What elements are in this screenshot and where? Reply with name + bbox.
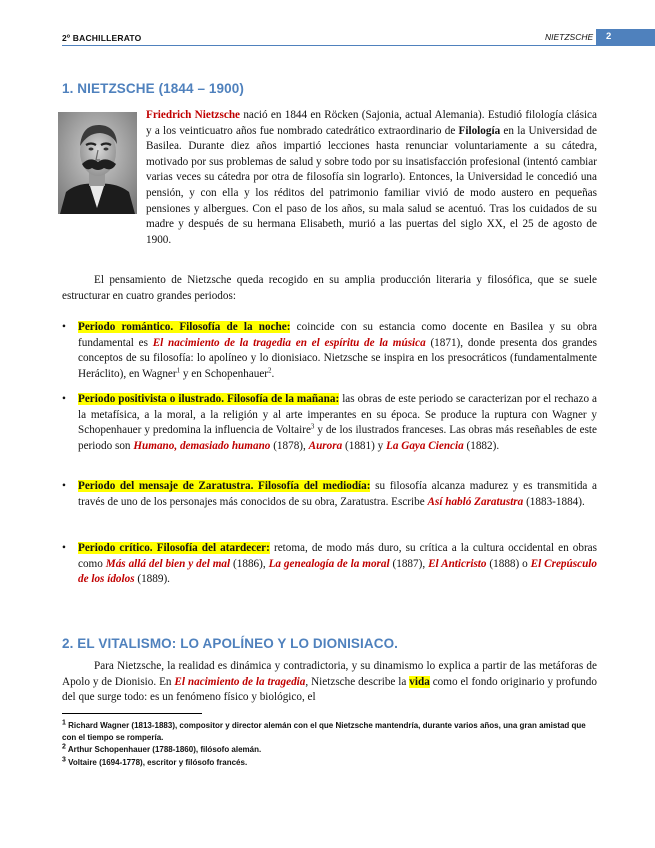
work-title: El Crepúsculo de los ídolos	[78, 557, 597, 586]
bullet-icon: •	[62, 393, 66, 405]
period-zarathustra: • Periodo del mensaje de Zaratustra. Filosofía del mediodía: su filosofía alcanza madurez y es transmitida a través de uno de los personajes más conocidos de su obra, Zaratustra. Escribe Así habló Zaratustra (1883-1884).	[62, 480, 597, 508]
work-title: El nacimiento de la tragedia	[174, 675, 306, 688]
period-romantic: • Periodo romántico. Filosofía de la noche: coincide con su estancia como docente en Basilea y su obra fundamental es El nacimiento de la tragedia en el espíritu de la música (1871), donde presenta dos grandes conceptos de su filosofía: lo apolíneo y lo dionisiaco. Nietzsche se inspira en los presocráticos (fundamentalmente Heráclito), en Wagner$^1$ y en Schopenhauer$^2$.	[62, 321, 597, 380]
work-title: La genealogía de la moral	[268, 557, 390, 570]
section-2-title: 2. EL VITALISMO: LO APOLÍNEO Y LO DIONISIACO.	[62, 636, 399, 651]
course-label: 2º BACHILLERATO	[62, 33, 142, 43]
bullet-icon: •	[62, 480, 66, 492]
section-1-title: 1. NIETZSCHE (1844 – 1900)	[62, 81, 244, 96]
vitalism-paragraph: Para Nietzsche, la realidad es dinámica y contradictoria, y su dinamismo lo explica a partir de las metáforas de Apolo y de Dionisio. En El nacimiento de la tragedia, Nietzsche describe la vida como el fondo originario y profundo del que surge todo: es un fenómeno físico y biológico, el	[62, 660, 597, 704]
work-title: Así habló Zaratustra	[427, 495, 524, 508]
filologia-term: Filología	[458, 124, 501, 137]
page-number: 2	[596, 29, 655, 45]
period-critical: • Periodo crítico. Filosofía del atardecer: retoma, de modo más duro, su crítica a la cultura occidental en obras como Más allá del bien y del mal (1886), La genealogía de la moral (1887), El Anticristo (1888) o El Crepúsculo de los ídolos (1889).	[62, 542, 598, 586]
work-title: Más allá del bien y del mal	[105, 557, 231, 570]
period-heading: Periodo del mensaje de Zaratustra. Filosofía del mediodía:	[78, 480, 371, 492]
work-title: Humano, demasiado humano	[133, 439, 271, 452]
work-title: La Gaya Ciencia	[386, 439, 464, 452]
footnote-ref: 3	[310, 422, 315, 431]
work-title: El Anticristo	[428, 557, 487, 570]
work-title: El nacimiento de la tragedia en el espíritu de la música	[152, 336, 426, 349]
period-positivist: • Periodo positivista o ilustrado. Filosofía de la mañana: las obras de este periodo se caracterizan por el rechazo a la metafísica, a la moral, a la religión y al arte imperantes en su época. Se produce la ruptura con Wagner y Schopenhauer y predomina la influencia de Voltaire$^3$ y de los ilustrados franceses. Las obras más reseñables de este periodo son Humano, demasiado humano (1878), Aurora (1881) y La Gaya Ciencia (1882).	[62, 393, 598, 452]
bullet-icon: •	[62, 542, 66, 554]
footnote-2: $^2$ Arthur Schopenhauer (1788-1860), filósofo alemán.	[62, 743, 262, 754]
work-title: Aurora	[308, 439, 343, 452]
footnote-divider	[62, 713, 202, 714]
author-name: Friedrich Nietzsche	[146, 109, 241, 121]
page-header	[0, 0, 655, 48]
footnote-ref: 2	[268, 366, 272, 375]
intro-paragraph: El pensamiento de Nietzsche queda recogido en su amplia producción literaria y filosófica, que se suele estructurar en cuatro grandes periodos:	[62, 274, 597, 302]
period-heading: Periodo crítico. Filosofía del atardecer:	[78, 542, 270, 554]
footnote-3: $^3$ Voltaire (1694-1778), escritor y filósofo francés.	[62, 756, 248, 767]
subject-label: NIETZSCHE	[545, 32, 594, 42]
period-heading: Periodo romántico. Filosofía de la noche:	[78, 321, 291, 333]
period-heading: Periodo positivista o ilustrado. Filosofía de la mañana:	[78, 393, 340, 405]
header-divider	[62, 45, 655, 46]
vida-term: vida	[409, 675, 430, 688]
footnote-1: $^1$ Richard Wagner (1813-1883), compositor y director alemán con el que Nietzsche mantendría, durante varios años, una gran amistad que con el tiempo se rompería.	[62, 719, 586, 742]
footnote-ref: 1	[176, 366, 181, 375]
biography-paragraph: Friedrich Nietzsche nació en 1844 en Röcken (Sajonia, actual Alemania). Estudió filología clásica y a los veinticuatro años fue nombrado catedrático extraordinario de Filología en la Universidad de Basilea. Durante diez años impartió lecciones hasta renunciar voluntariamente a su cátedra, motivado por sus problemas de salud y sobre todo por su insatisfacción profesional (intentó cambiar varias veces su cátedra por otra de filosofía sin lograrlo). Entonces, la Universidad le concedió una pensión, y con ella y los réditos del patrimonio familiar vivió de modo austero en pequeñas pensiones y albergues. Con el paso de los años, su mala salud se acentuó. Tras los cuidados de su madre y después de su hermana Elisabeth, murió a las puertas del siglo XX, el 25 de agosto de 1900.	[146, 109, 597, 246]
bullet-icon: •	[62, 321, 66, 333]
